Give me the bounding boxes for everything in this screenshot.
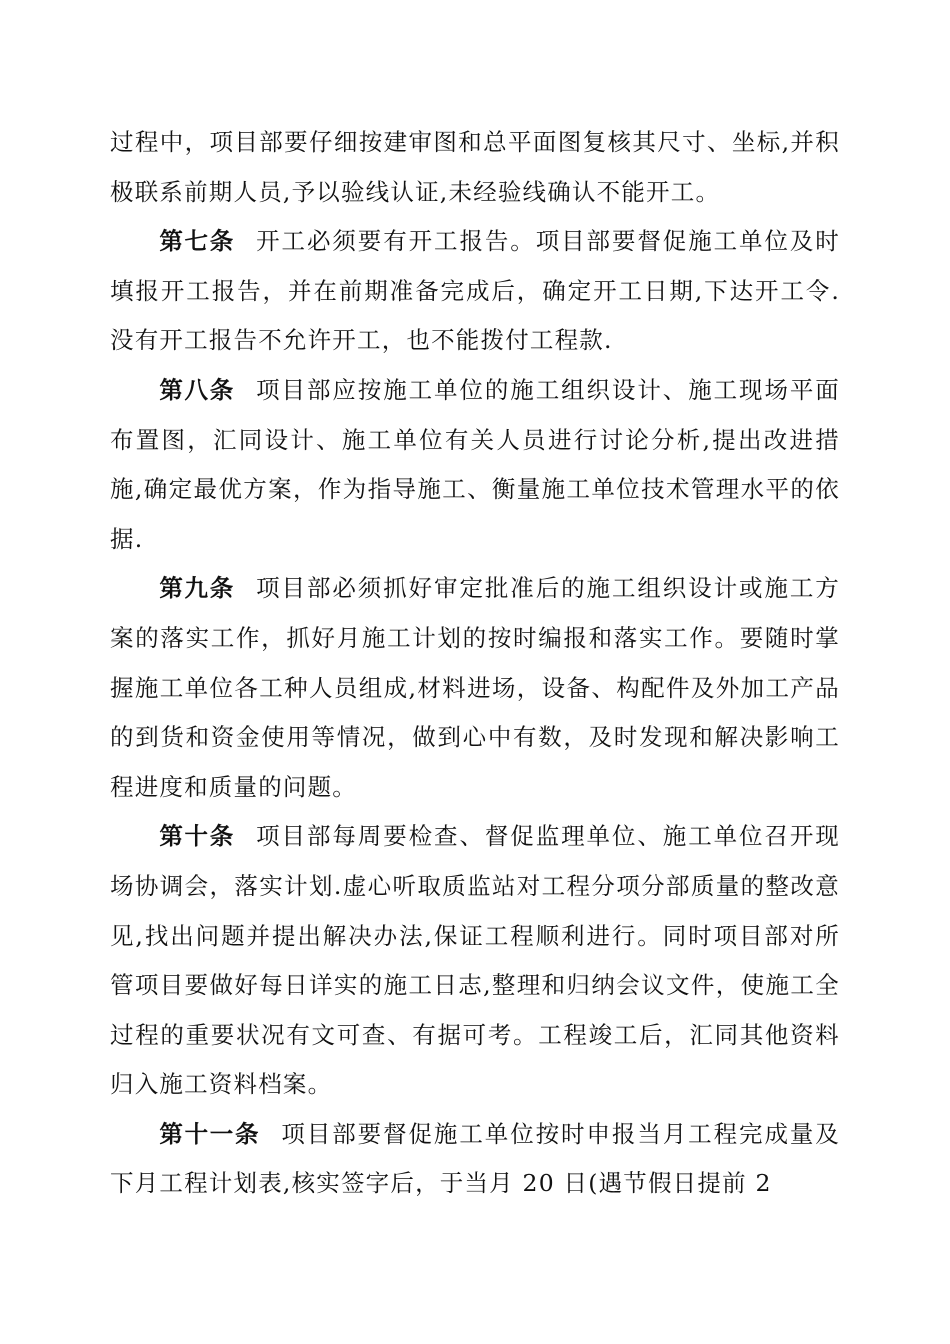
article-8	[110, 366, 840, 564]
paragraph-text: 开工必须要有开工报告。项目部要督促施工单位及时填报开工报告，并在前期准备完成后，确定开工日期,下达开工令.没有开工报告不允许开工，也不能拨付工程款.	[110, 227, 840, 355]
paragraph-text: 项目部必须抓好审定批准后的施工组织设计或施工方案的落实工作，抓好月施工计划的按时编报和落实工作。要随时掌握施工单位各工种人员组成,材料进场，设备、构配件及外加工产品的到货和资金使用等情况，做到心中有数，及时发现和解决影响工程进度和质量的问题。	[110, 574, 840, 801]
article-10	[110, 812, 840, 1110]
document-body	[110, 118, 840, 1209]
article-11	[110, 1110, 840, 1209]
article-heading: 第七条	[159, 227, 235, 256]
article-9	[110, 564, 840, 812]
paragraph-text: 项目部每周要检查、督促监理单位、施工单位召开现场协调会，落实计划.虚心听取质监站对工程分项分部质量的整改意见,找出问题并提出解决办法,保证工程顺利进行。同时项目部对所管项目要做好每日详实的施工日志,整理和归纳会议文件，使施工全过程的重要状况有文可查、有据可考。工程竣工后，汇同其他资料归入施工资料档案。	[110, 822, 840, 1099]
article-heading: 第十条	[159, 822, 235, 851]
article-7	[110, 217, 840, 366]
article-heading: 第九条	[159, 574, 235, 603]
paragraph-text: 项目部应按施工单位的施工组织设计、施工现场平面布置图，汇同设计、施工单位有关人员进行讨论分析,提出改进措施,确定最优方案，作为指导施工、衡量施工单位技术管理水平的依据.	[110, 375, 840, 553]
article-heading: 第十一条	[159, 1119, 261, 1148]
paragraph-text: 项目部要督促施工单位按时申报当月工程完成量及下月工程计划表,核实签字后，于当月 20 日(遇节假日提前 2	[110, 1119, 841, 1198]
paragraph-continuation	[110, 118, 840, 217]
paragraph-text: 过程中，项目部要仔细按建审图和总平面图复核其尺寸、坐标,并积极联系前期人员,予以验线认证,未经验线确认不能开工。	[110, 128, 840, 206]
article-heading: 第八条	[159, 375, 235, 404]
